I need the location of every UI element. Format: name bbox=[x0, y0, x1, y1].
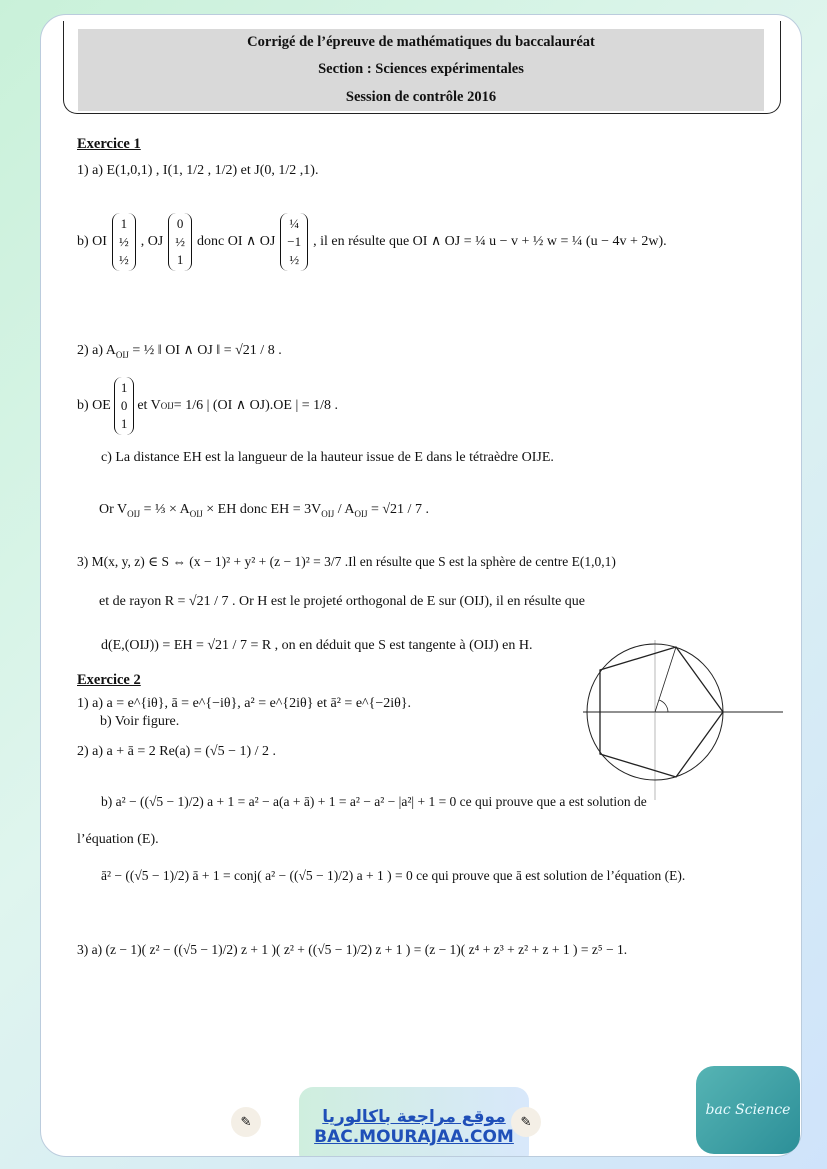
ex1-q1a: 1) a) E(1,0,1) , I(1, 1/2 , 1/2) et J(0, 1/2 ,1). bbox=[77, 163, 319, 178]
vector-oe: 1 0 1 bbox=[114, 377, 135, 435]
ex2-q1b: b) Voir figure. bbox=[100, 714, 180, 729]
left-badge-icon: ✎ bbox=[231, 1107, 261, 1137]
vector-oj: 0 ½ 1 bbox=[168, 213, 192, 271]
header-box bbox=[78, 29, 764, 111]
header-session: Session de contrôle 2016 bbox=[345, 88, 497, 105]
pentagon-figure bbox=[583, 640, 783, 800]
ex1-q3a: 3) M(x, y, z) ∈ S ⇔ (x − 1)² + y² + (z − 1)² = 3/7 .Il en résulte que S est la sphère de centre E(1,0,1) bbox=[77, 554, 616, 569]
ex1-q1b: b) OI 1 ½ ½ , OJ 0 ½ 1 donc OI ∧ OJ ¼ −1 ½ , il en résulte que OI ∧ OJ = ¼ u − v + ½ w = ¼ (u − 4v + 2w). bbox=[77, 213, 667, 271]
ex1-q2or: Or $V_{OIJ}$ = ⅓ × $A_{OIJ}$ × EH donc EH = $3V_{OIJ} / A_{OIJ} = √21 / 7$ . bbox=[99, 502, 429, 519]
exercise2-title: Exercice 2 bbox=[77, 672, 141, 688]
exercise1-title: Exercice 1 bbox=[77, 136, 141, 152]
header-title: Corrigé de l’épreuve de mathématiques du baccalauréat bbox=[247, 34, 595, 51]
ex2-q2b: b) a² − ((√5 − 1)/2) a + 1 = a² − a(a + ā) + 1 = a² − a² − |a²| + 1 = 0 ce qui prouve que a est solution de bbox=[101, 794, 647, 809]
ex2-q2a: 2) a) a + ā = 2 Re(a) = (√5 − 1) / 2 . bbox=[77, 744, 277, 759]
bac-science-logo: bac Science bbox=[696, 1066, 800, 1154]
document-page bbox=[40, 14, 802, 1157]
ex1-q2c: c) La distance EH est la langueur de la hauteur issue de E dans le tétraèdre OIJE. bbox=[101, 450, 554, 465]
ex1-q2b: b) OE 1 0 1 et V OIJ = 1/6 | (OI ∧ OJ).OE | = 1/8 . bbox=[77, 377, 338, 435]
ex2-q3a: 3) a) (z − 1)( z² − ((√5 − 1)/2) z + 1 )( z² + ((√5 − 1)/2) z + 1 ) = (z − 1)( z⁴ + z³ + z² + z + 1 ) = z⁵ − 1. bbox=[77, 942, 628, 957]
ex2-q2b3: ā² − ((√5 − 1)/2) ā + 1 = conj( a² − ((√5 − 1)/2) a + 1 ) = 0 ce qui prouve que ā est solution de l’équation (E). bbox=[101, 868, 686, 883]
ex2-q1a: 1) a) a = e^{iθ}, ā = e^{−iθ}, a² = e^{2iθ} et ā² = e^{−2iθ}. bbox=[77, 696, 412, 711]
vector-cross: ¼ −1 ½ bbox=[280, 213, 308, 271]
ex1-q3b: et de rayon R = √21 / 7 . Or H est le projeté orthogonal de E sur (OIJ), il en résulte que bbox=[99, 594, 586, 609]
ex1-q3c: d(E,(OIJ)) = EH = √21 / 7 = R , on en déduit que S est tangente à (OIJ) en H. bbox=[101, 638, 533, 653]
site-url: BAC.MOURAJAA.COM bbox=[314, 1127, 514, 1147]
site-arabic-name: موقع مراجعة باكالوريا bbox=[322, 1107, 506, 1127]
header-section: Section : Sciences expérimentales bbox=[318, 61, 524, 78]
ex2-q2b2: l’équation (E). bbox=[77, 832, 159, 847]
site-logo[interactable] bbox=[299, 1087, 529, 1157]
vector-oi: 1 ½ ½ bbox=[112, 213, 136, 271]
header-frame bbox=[63, 21, 781, 114]
ex1-q2a: 2) a) $A_{OIJ}$ = ½ ‖ OI ∧ OJ ‖ = √21 / 8 . bbox=[77, 343, 282, 360]
right-badge-icon: ✎ bbox=[511, 1107, 541, 1137]
